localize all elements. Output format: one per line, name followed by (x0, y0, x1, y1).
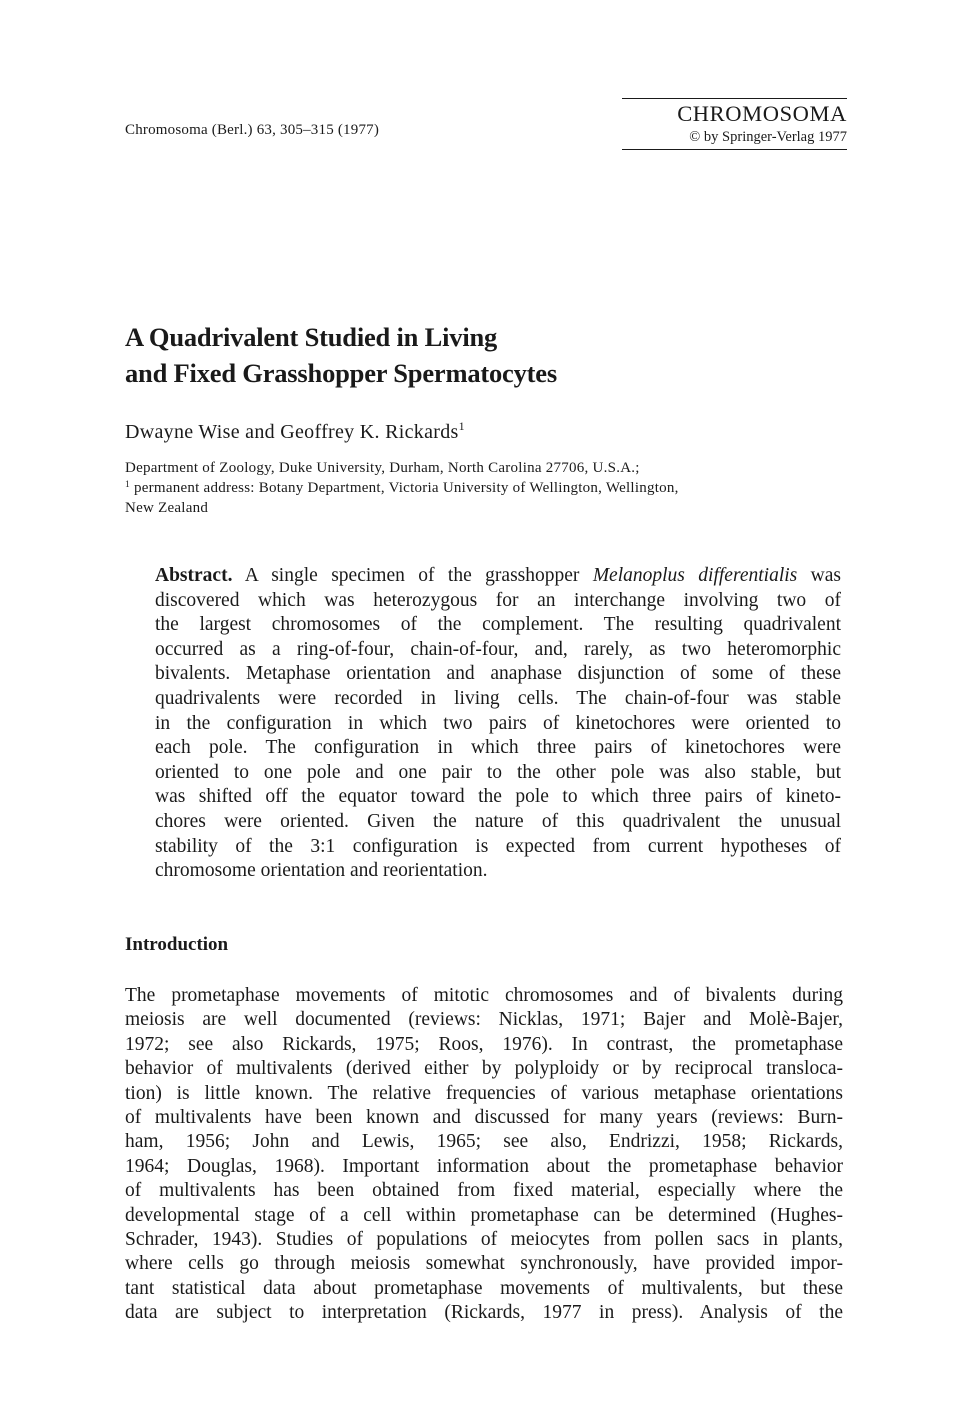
abstract (155, 564, 841, 884)
body-line: The prometaphase movements of mitotic chromosomes and of bivalents during (125, 985, 843, 1006)
journal-name: CHROMOSOMA (677, 101, 847, 126)
abstract-line: each pole. The configuration in which three pairs of kinetochores were (155, 737, 841, 759)
abstract-line: oriented to one pole and one pair to the other pole was also stable, but (155, 761, 841, 783)
body-line: meiosis are well documented (reviews: Nicklas, 1971; Bajer and Molè-Bajer, (125, 1009, 843, 1031)
section-heading-introduction: Introduction (125, 934, 229, 955)
author-list (125, 421, 465, 444)
abstract-line: stability of the 3:1 configuration is expected from current hypotheses of (155, 835, 841, 857)
author-names: Dwayne Wise and Geoffrey K. Rickards (125, 421, 459, 443)
journal-masthead (622, 98, 847, 150)
abstract-line: was shifted off the equator toward the pole to which three pairs of kineto- (155, 786, 841, 808)
body-line: Schrader, 1943). Studies of populations of meiocytes from pollen sacs in plants, (125, 1228, 843, 1250)
body-line: developmental stage of a cell within prometaphase can be determined (Hughes- (125, 1204, 843, 1226)
abstract-line: bivalents. Metaphase orientation and anaphase disjunction of some of these (155, 663, 841, 685)
abstract-line: quadrivalents were recorded in living cells. The chain-of-four was stable (155, 687, 841, 709)
body-line: 1972; see also Rickards, 1975; Roos, 1976). In contrast, the prometaphase (125, 1033, 843, 1055)
affiliation-line: $^1$ permanent address: Botany Department, Victoria University of Wellington, Wellington, (125, 480, 679, 496)
abstract-line: occurred as a ring-of-four, chain-of-four, and, rarely, as two heteromorphic (155, 638, 841, 660)
abstract-line: the largest chromosomes of the complement. The resulting quadrivalent (155, 614, 841, 636)
body-line: where cells go through meiosis somewhat synchronously, have provided impor- (125, 1253, 843, 1275)
body-line: 1964; Douglas, 1968). Important information about the prometaphase behavior (125, 1155, 843, 1177)
affiliation-block (125, 458, 815, 518)
body-line: data are subject to interpretation (Rickards, 1977 in press). Analysis of the (125, 1302, 843, 1324)
abstract-line: chores were oriented. Given the nature of this quadrivalent the unusual (155, 810, 841, 832)
species-name: Melanoplus differentialis (592, 565, 798, 586)
body-line: tant statistical data about prometaphase movements of multivalents, but these (125, 1277, 843, 1299)
author-footnote-mark: 1 (458, 419, 465, 433)
affiliation-line: New Zealand (125, 500, 209, 516)
affiliation-footnote-mark: 1 (125, 480, 130, 490)
title-line: and Fixed Grasshopper Spermatocytes (125, 358, 557, 388)
abstract-line: discovered which was heterozygous for an interchange involving two of (155, 589, 841, 611)
body-line: of multivalents have been known and discussed for many years (reviews: Burn- (125, 1106, 843, 1128)
copyright-notice: © by Springer-Verlag 1977 (689, 129, 847, 145)
journal-citation: Chromosoma (Berl.) 63, 305–315 (1977) (125, 122, 380, 138)
introduction-body (125, 984, 843, 1325)
title-line: A Quadrivalent Studied in Living (125, 322, 498, 352)
body-line: of multivalents has been obtained from fixed material, especially where the (125, 1180, 843, 1202)
abstract-label: Abstract. (155, 565, 233, 586)
abstract-line: Abstract. A single specimen of the grasshopper Melanoplus differentialis was (155, 565, 841, 586)
affiliation-line: Department of Zoology, Duke University, Durham, North Carolina 27706, U.S.A.; (125, 460, 640, 476)
abstract-line: in the configuration in which two pairs of kinetochores were oriented to (155, 712, 841, 734)
article-title (125, 319, 557, 391)
body-line: ham, 1956; John and Lewis, 1965; see also, Endrizzi, 1958; Rickards, (125, 1131, 843, 1153)
body-line: tion) is little known. The relative frequencies of various metaphase orientations (125, 1082, 843, 1104)
abstract-line: chromosome orientation and reorientation. (155, 860, 488, 882)
body-line: behavior of multivalents (derived either by polyploidy or by reciprocal transloca- (125, 1058, 843, 1080)
